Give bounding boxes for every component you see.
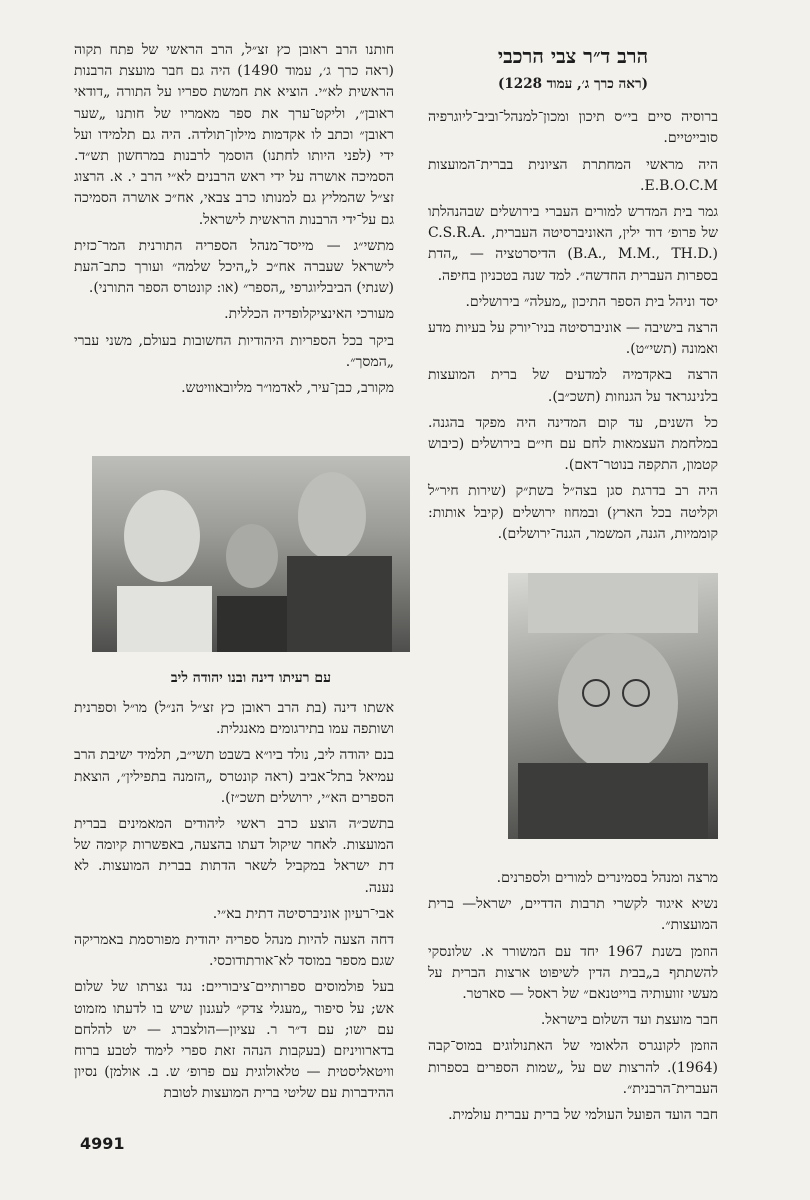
paragraph: חותנו הרב ראובן כץ זצ״ל, הרב הראשי של פתח תקוה (ראה כרך ג׳, עמוד 1490) היה גם חבר מועצת הרבנות הראשית לא״י. הוציא את חמשת ספריו על התורה „דודאי ראובן״, וליקט־ערך את ספר מאמריו של חותנו „שער ראובן״ וכתב לו אקדמות מילון־תולדה. היה גם תלמידו ועל ידי (לפני היותו לחתנו) הוסמך לרבנות במרחשון תש״ד. הסמיכה אושרה על ידי ראש הרבנים לא״י הרב י. א. הרצוג זצ״ל שהמליץ גם למנותו כרב צבאי, אח״כ אושרה הסמיכה גם על־ידי הרבנות הראשית לישראל. [74,42,394,228]
paragraph: בתשכ״ה הוצע כרב ראשי ליהודים המאמינים בברית המועצות. לאחר שיקול דעתו בהצעה, באפשרות קיומה של דת ישראל במקביל לשאר הדתות בברית המועצות. לא נענה. [74,816,394,896]
right-column-continued [428,868,718,1131]
paragraph: ביקר בכל הספריות היהודיות החשובות בעולם, משני עברי „המסך״. [74,332,394,370]
portrait-photo [508,573,718,839]
left-column [74,40,394,404]
paragraph: חבר מועצת ועד השלום בישראל. [540,1012,718,1029]
family-photo [92,456,410,652]
paragraph: בנם יהודה ליב, נולד ביו״א בשבט תשי״ב, תלמיד ישיבת הרב עמיאל בתל־אביב (ראה קונטרס „הזמנה בתפילין״, הוצאת הספרים הא״י, ירושלים תשכ״ז). [74,747,394,806]
paragraph: כל השנים, עד קום המדינה היה מפקד בהגנה. במלחמת העצמאות לחם עם חי״ם בירושלים (כיבוש קטמון, התקפה בנוטר־דאם). [428,414,718,474]
paragraph: ברוסיה סיים בי״ס תיכון ומכון־למנהל־וביב־ליוגרפיה סובייטיים. [428,109,718,147]
photo-caption: עם רעיתו דינה ובנו יהודה ליב [170,670,332,686]
paragraph: הרצה בישיבה — אוניברסיטה בניו־יורק על בעיות מדע ואמונה (תשי״ט). [428,320,718,358]
paragraph: מתשי״ג — מייסד־מנהל הספריה התורנית המר־כזית לישראל שעברה אח״כ ל„היכל שלמה״ ועורך כתב־העת (שנתי) הביבליוגרפי „הספר״ (או: קונטרס הספר התורני). [74,237,394,297]
paragraph: מקורב, כבן־עיר, לאדמו״ר מליובאוויטש. [181,380,394,397]
paragraph: בעל פולמוסים ספרותיים־ציבוריים: נגד גצרתו של שלום אש; על סיפור „מעגלי צדק״ לעגנון שיש בו לדעתו מזמוט עם ישו; עם ד״ר ר. עציון—הולצברג — יש להלחם בדארוויניזם (בעקבות הנהה זאת ספרי לימוד לטבע ברוח וויטאליסטית — טלאולוגית עם פרופ׳ ש. ב. אולמן) נסיון ההידברות עם שליטי ברית המועצות לטובת [74,979,394,1102]
left-column-continued [74,698,394,1110]
paragraph: מעורכי האינציקלופדיה הכללית. [224,306,394,323]
right-column [428,40,718,550]
paragraph: היה רב בדרגת סגן בצה״ל בשת״ק (שירות חיר״ל וקליטה בכל הארץ) ובמחוז ירושלים (קיבל אותות: קוממיות, הגנה, המשמר, הגנה־ירושלים). [428,483,718,542]
paragraph: היה מראשי המחתרת הציונית בברית־המועצות E.B.O.C.M. [428,156,718,194]
family-illustration [92,456,410,652]
paragraph: דחה הצעה להיות מנהל ספריה יהודית מפורסמת באמריקה שגם מספר במוסד לא־אורתודוכסי. [74,932,394,970]
paragraph: אבי־רעיון אוניברסיטה דתית בא״י. [212,905,394,922]
page-number: 4991 [80,1134,125,1153]
paragraph: הרצה באקדמיה למדעים של ברית המועצות בלנינגראד על הגנוזות (תשכ״ב). [428,367,718,405]
paragraph: גמר בית המדרש למורים העברי בירושלים שבהנהלתו של פרופ׳ דוד ילין, האוניברסיטה העברית, C.S.R.A. (B.A., M.M., TH.D.) הדיסרטציה — „הדת בספרות העברית החדשה״. למד שנה בטכניון בחיפה. [428,204,718,284]
article-subtitle: (ראה כרך ג׳, עמוד 1228) [498,76,648,92]
paragraph: נשיא איגוד לקשרי תרבות הדדיים, ישראל— ברית המועצות״. [428,896,718,934]
article-title: הרב ד״ר צבי הרכבי [497,44,649,68]
paragraph: הוזמן בשנת 1967 יחד עם המשורר א. שלונסקי להשתתף ב„בבית הדין לשיפוט ארצות הברית על מעשי זוועותיה בוייטנאם״ של ראסל — סארטר. [428,943,718,1003]
paragraph: הוזמן לקונגרס הלאומי של האתנולוגים במוס־קבה (1964). להרצות שם על „שמות הספרים בספרות העברית־הרבנית״. [428,1038,718,1097]
paragraph: מרצה ומנהל בסמינרים למורים ולספרנים. [496,870,718,886]
paragraph: אשתו דינה (בת הרב ראובן כץ זצ״ל הנ״ל) מו״ל וספרנית ושותפה עמו בתירגומים מאנגלית. [74,700,394,738]
paragraph: יסד וניהל בית הספר התיכון „מעלה״ בירושלים. [465,293,718,310]
paragraph: חבר הועד הפועל העולמי של ברית עברית עולמית. [448,1107,718,1124]
portrait-illustration [508,573,718,839]
